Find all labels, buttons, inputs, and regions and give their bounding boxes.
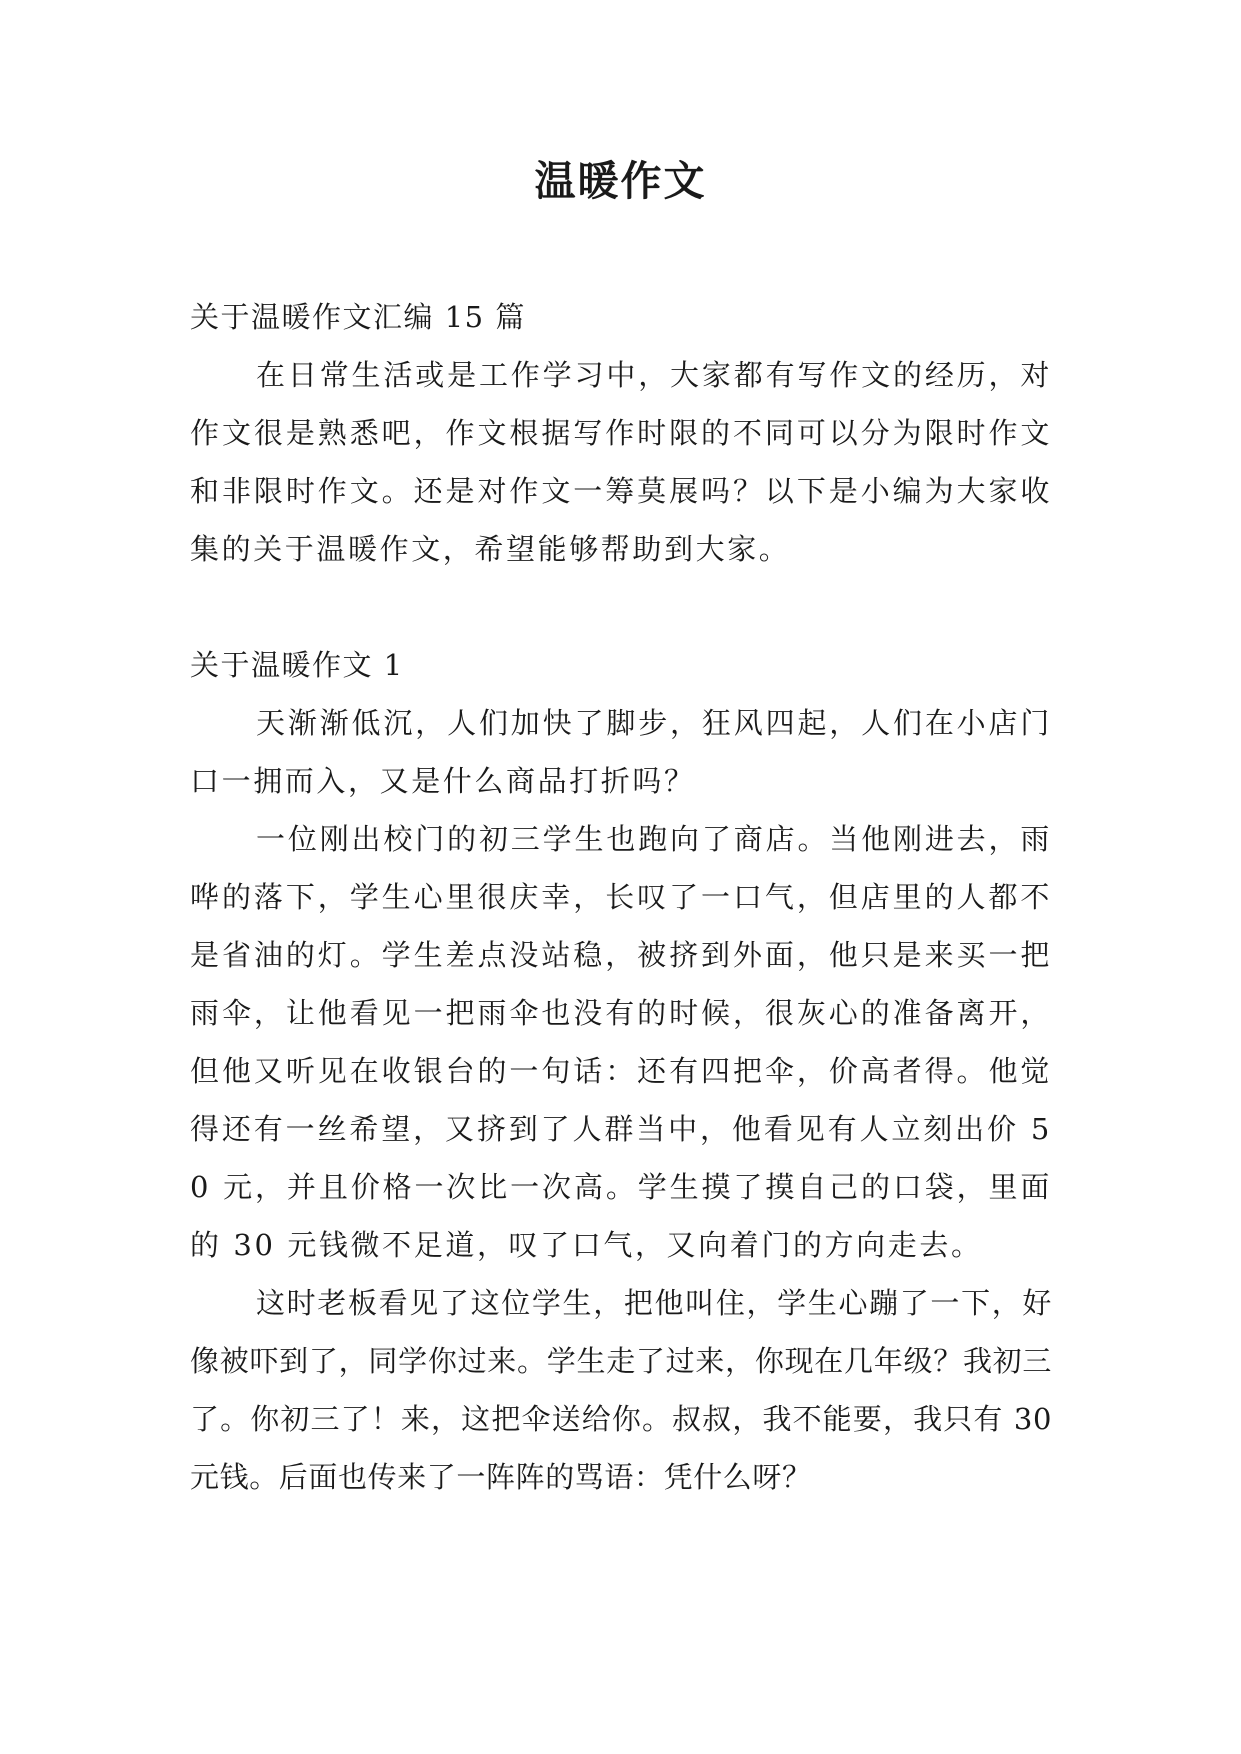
document-body [190,288,1052,1506]
intro-paragraph: 在日常生活或是工作学习中，大家都有写作文的经历，对作文很是熟悉吧，作文根据写作时限的不同可以分为限时作文和非限时作文。还是对作文一筹莫展吗？以下是小编为大家收集的关于温暖作文，希望能够帮助到大家。 [190,358,1052,566]
body-paragraph: 这时老板看见了这位学生，把他叫住，学生心蹦了一下，好像被吓到了，同学你过来。学生走了过来，你现在几年级？我初三了。你初三了！来，这把伞送给你。叔叔，我不能要，我只有 30 元钱。后面也传来了一阵阵的骂语：凭什么呀？ [190,1286,1052,1494]
document-title: 温暖作文 [534,157,707,205]
body-paragraph: 天渐渐低沉，人们加快了脚步，狂风四起，人们在小店门口一拥而入，又是什么商品打折吗？ [190,706,1052,798]
section-heading: 关于温暖作文 1 [190,648,404,682]
body-paragraph: 一位刚出校门的初三学生也跑向了商店。当他刚进去，雨哗的落下，学生心里很庆幸，长叹了一口气，但店里的人都不是省油的灯。学生差点没站稳，被挤到外面，他只是来买一把雨伞，让他看见一把雨伞也没有的时候，很灰心的准备离开，但他又听见在收银台的一句话：还有四把伞，价高者得。他觉得还有一丝希望，又挤到了人群当中，他看见有人立刻出价 50 元，并且价格一次比一次高。学生摸了摸自己的口袋，里面的 30 元钱微不足道，叹了口气，又向着门的方向走去。 [190,822,1052,1262]
section-spacer [190,578,1052,636]
intro-heading: 关于温暖作文汇编 15 篇 [190,300,526,334]
